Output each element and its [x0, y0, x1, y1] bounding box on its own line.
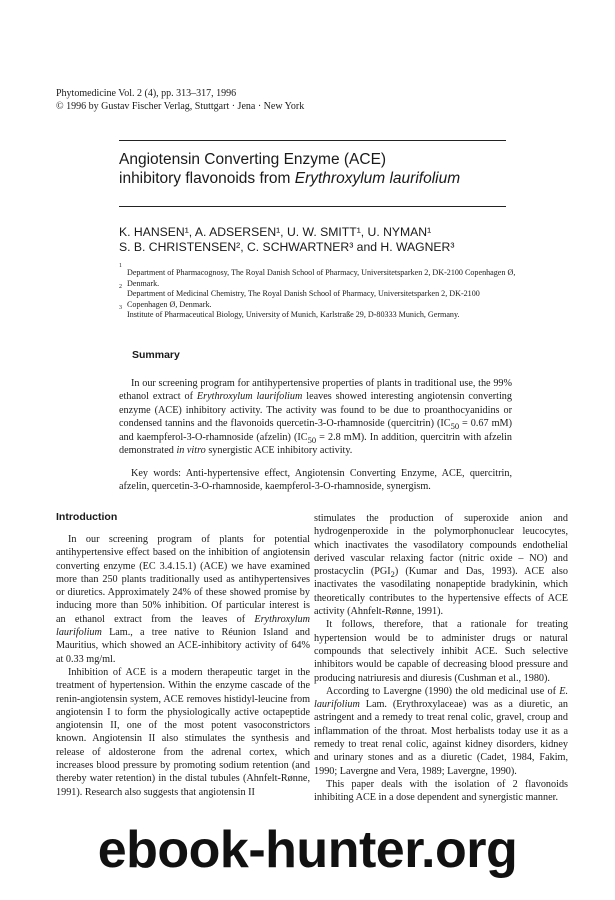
watermark-text: ebook-hunter.org [97, 821, 518, 879]
left-column [56, 533, 310, 799]
article-title [119, 150, 514, 188]
introduction-heading: Introduction [56, 511, 118, 523]
author-list [119, 225, 519, 255]
keywords-paragraph: Key words: Anti-hypertensive effect, Angiotensin Converting Enzyme, ACE, quercitrin, afzelin, quercetin-3-O-rhamnoside, kaempferol-3-O-rhamnoside, synergism. [119, 468, 512, 493]
intro-paragraph-2: Inhibition of ACE is a modern therapeutic target in the treatment of hypertension. Within the enzyme cascade of the renin-angiotensin system, ACE removes histidyl-leucine from angiotensin I to form the physiologically active octapeptide angiotensin II, one of the most potent vasoconstrictors known. Angiotensin II also stimulates the synthesis and release of aldosterone from the adrenal cortex, which increases blood pressure by promoting sodium retention (and thereby water retention) in the distal tubules (Ahnfelt-Rønne, 1991). Research also suggests that angiotensin II [56, 666, 310, 798]
title-line-2: inhibitory flavonoids from Erythroxylum laurifolium [119, 170, 461, 187]
journal-header [56, 87, 304, 113]
species-name: Erythroxylum laurifolium [294, 170, 461, 187]
intro-paragraph-5: This paper deals with the isolation of 2 flavonoids inhibiting ACE in a dose dependent and synergistic manner. [314, 778, 568, 804]
abstract-paragraph: In our screening program for antihypertensive properties of plants in traditional use, the 99% ethanol extract of Erythroxylum laurifolium leaves showed interesting angiotensin converting enzyme (ACE) inhibitory activity. The activity was found to be due to proanthocyanidins or condensed tannins and the flavonoids quercetin-3-O-rhamnoside (quercitrin) ($IC_{50} = 0.67$ mM) and kaempferol-3-O-rhamnoside (afzelin) ($IC_{50} = 2.8$ mM). In addition, quercitrin with afzelin demonstrated in vitro synergistic ACE inhibitory activity. [119, 378, 512, 457]
intro-paragraph-1: In our screening program of plants for potential antihypertensive effect based on the inhibition of angiotensin converting enzyme (EC 3.4.15.1) (ACE) we have examined more than 250 plants traditionally used as antihypertensives or diuretics. Approximately 24% of these showed promise by inducing more than 50% inhibition. Of particular interest is an ethanol extract from the leaves of Erythroxylum laurifolium Lam., a tree native to Réunion Island and Mauritius, which showed an ACE-inhibitory activity of 64% at 0.33 mg/ml. [56, 534, 310, 665]
intro-paragraph-3: It follows, therefore, that a rationale for treating hypertension would be to administer drugs or natural compounds that selectively inhibit ACE. Such selective inhibitors would be capable of decreasing blood pressure and producing natriuresis and diuresis (Cushman et al., 1980). [314, 619, 568, 684]
intro-paragraph-4: According to Lavergne (1990) the old medicinal use of E. laurifolium Lam. (Erythroxylaceae) was as a diuretic, an astringent and a remedy to treat renal colic, gravel, croup and inflammation of the throat. Most herbalists today use it as a remedy to treat renal colic, against kidney disorders, kidney and urinary stones and as a diuretic (Cadet, 1984, Fakim, 1990; Lavergne and Vera, 1989; Lavergne, 1990). [314, 685, 568, 777]
affiliation-1: 1 Department of Pharmacognosy, The Royal Danish School of Pharmacy, Universitetsparken 2, DK-2100 Copenhagen Ø, Denmark. [119, 263, 516, 288]
affiliations [119, 263, 519, 321]
affiliation-3: 3 Institute of Pharmaceutical Biology, University of Munich, Karlstraße 29, D-80333 Munich, Germany. [119, 305, 460, 320]
journal-citation: Phytomedicine Vol. 2 (4), pp. 313–317, 1996 [56, 88, 237, 99]
copyright-line: © 1996 by Gustav Fischer Verlag, Stuttgart · Jena · New York [56, 101, 305, 112]
affiliation-2: 2 Department of Medicinal Chemistry, The Royal Danish School of Pharmacy, Universitetsparken 2, DK-2100 Copenhagen Ø, Denmark. [119, 284, 480, 309]
right-column [314, 512, 568, 805]
title-bottom-rule [119, 206, 506, 207]
title-top-rule [119, 140, 506, 141]
authors-line-1: K. HANSEN¹, A. ADSERSEN¹, U. W. SMITT¹, U. NYMAN¹ [119, 225, 432, 239]
title-line-1: Angiotensin Converting Enzyme (ACE) [119, 151, 387, 168]
summary-heading: Summary [132, 349, 180, 361]
intro-paragraph-continued: stimulates the production of superoxide anion and hydrogenperoxide in the polymorphonuclear leucocytes, which inactivates the vasodilatory compounds endothelial derived vascular relaxing factor (nitric oxide – NO) and prostacyclin $(PGI_2)$ (Kumar and Das, 1993). ACE also inactivates the vasodilating nonapeptide bradykinin, which theoretically contributes to the hypertensive effects of ACE activity (Ahnfelt-Rønne, 1991). [314, 513, 568, 618]
authors-line-2: S. B. CHRISTENSEN², C. SCHWARTNER³ and H. WAGNER³ [119, 240, 455, 254]
